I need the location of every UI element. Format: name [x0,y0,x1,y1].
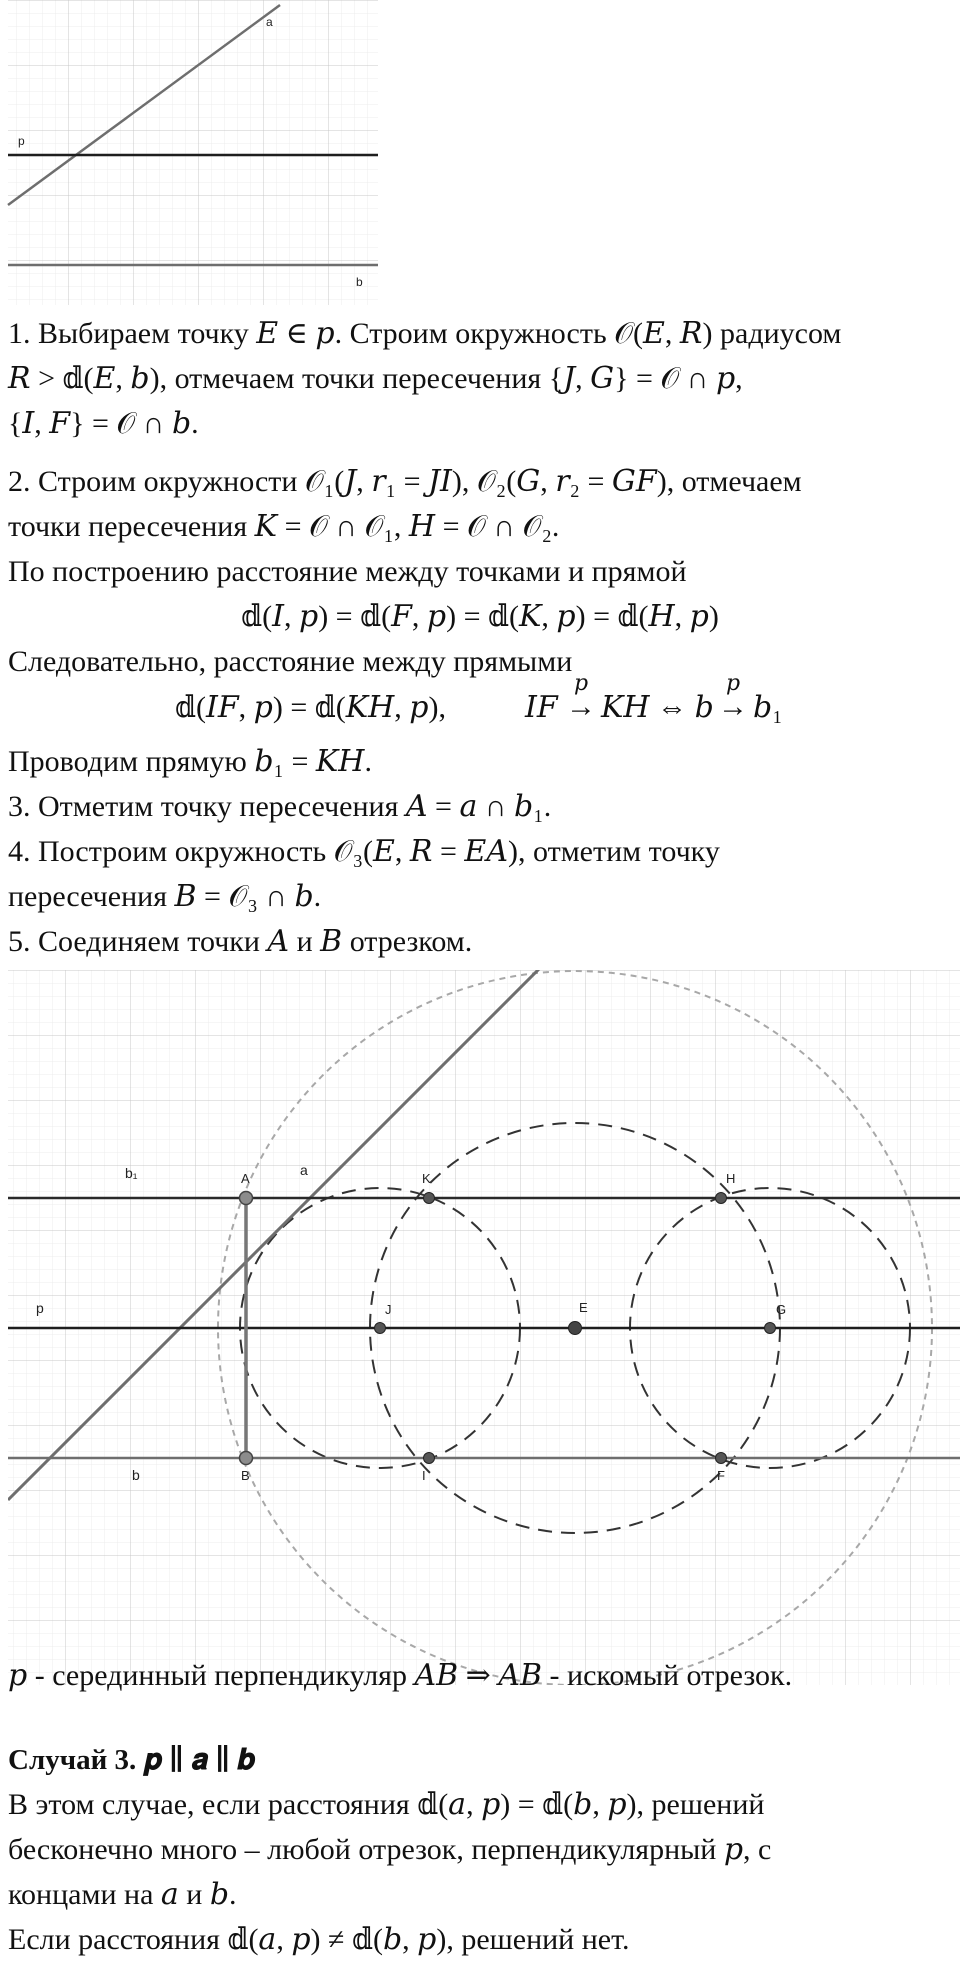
point-e [569,1322,582,1335]
formula2-iff-mid: 𝐾𝐻 ⇔ 𝑏 [601,691,714,724]
step4-line1: 4. Построим окружность 𝒪₃(𝐸, 𝑅 = 𝐸𝐴), отметим точку [8,835,720,868]
text-draw-b1: Проводим прямую 𝑏₁ = 𝐾𝐻. [8,745,372,778]
point-k [424,1193,435,1204]
case3-line2: бесконечно много – любой отрезок, перпендикулярный 𝑝, с [8,1833,772,1866]
formula2-left: 𝕕(𝐼𝐹, 𝑝) = 𝕕(𝐾𝐻, 𝑝), [175,691,446,724]
point-k-label: K [422,1171,431,1186]
point-a [240,1192,253,1205]
step2-line1: 2. Строим окружности 𝒪₁(𝐽, 𝑟₁ = 𝐽𝐼), 𝒪₂(𝐺, 𝑟₂ = 𝐺𝐹), отмечаем [8,465,802,498]
point-j [375,1323,386,1334]
step3: 3. Отметим точку пересечения 𝐴 = 𝑎 ∩ 𝑏₁. [8,790,552,823]
step1-line2: 𝑅 > 𝕕(𝐸, 𝑏), отмечаем точки пересечения {𝐽, 𝐺} = 𝒪 ∩ 𝑝, [8,362,743,395]
point-a-label: A [241,1171,250,1186]
step2-line3: По построению расстояние между точками и прямой [8,555,687,588]
point-j-label: J [385,1302,392,1317]
step1-line1: 1. Выбираем точку 𝐸 ∈ 𝑝. Строим окружность 𝒪(𝐸, 𝑅) радиусом [8,317,842,350]
point-f-label: F [717,1468,725,1483]
label-p: p [36,1300,44,1316]
formula-distances: 𝕕(𝐼, 𝑝) = 𝕕(𝐹, 𝑝) = 𝕕(𝐾, 𝑝) = 𝕕(𝐻, 𝑝) [241,600,719,633]
point-f [716,1453,727,1464]
point-i-label: I [422,1468,426,1483]
point-h [716,1193,727,1204]
step1-line3: {𝐼, 𝐹} = 𝒪 ∩ 𝑏. [8,407,199,440]
major-grid [8,0,378,305]
figure-1 [0,0,380,310]
label-a: a [266,15,273,29]
formula2-iff-right: 𝑏₁ [753,691,783,724]
point-b-label: B [241,1468,250,1483]
arrow-2: → [718,690,748,723]
formula-lines-distance [175,670,795,738]
case3-heading: Случай 3. 𝒑 ∥ 𝒂 ∥ 𝒃 [8,1744,256,1776]
point-g-label: G [776,1302,787,1317]
arrow-1: → [566,690,596,723]
figure-1-canvas [0,0,380,310]
conclusion: 𝑝 - серединный перпендикуляр 𝐴𝐵 ⇒ 𝐴𝐵 - искомый отрезок. [8,1659,793,1692]
label-p: p [18,134,25,148]
label-a: a [300,1162,308,1178]
label-b: b [356,275,363,289]
point-e-label: E [579,1300,588,1315]
point-h-label: H [726,1171,736,1186]
point-g [765,1323,776,1334]
case3-line1: В этом случае, если расстояния 𝕕(𝑎, 𝑝) = 𝕕(𝑏, 𝑝), решений [8,1788,765,1821]
figure-2 [0,970,960,1685]
arrow-2-label: 𝑝 [726,670,741,695]
step5: 5. Соединяем точки 𝐴 и 𝐵 отрезком. [8,925,473,958]
case3-line3: концами на 𝑎 и 𝑏. [8,1878,237,1911]
figure-2-canvas [0,970,960,1685]
step2-line2: точки пересечения 𝐾 = 𝒪 ∩ 𝒪₁, 𝐻 = 𝒪 ∩ 𝒪₂. [8,510,560,543]
case3-line4: Если расстояния 𝕕(𝑎, 𝑝) ≠ 𝕕(𝑏, 𝑝), решений нет. [8,1923,630,1956]
point-b [240,1452,253,1465]
text-consequently: Следовательно, расстояние между прямыми [8,645,573,678]
point-i [424,1453,435,1464]
formula2-iff-left: 𝐼𝐹 [525,691,558,724]
step4-line2: пересечения 𝐵 = 𝒪₃ ∩ 𝑏. [8,880,322,913]
label-b: b [132,1467,140,1483]
label-b1: b₁ [125,1165,138,1181]
arrow-1-label: 𝑝 [574,670,589,695]
